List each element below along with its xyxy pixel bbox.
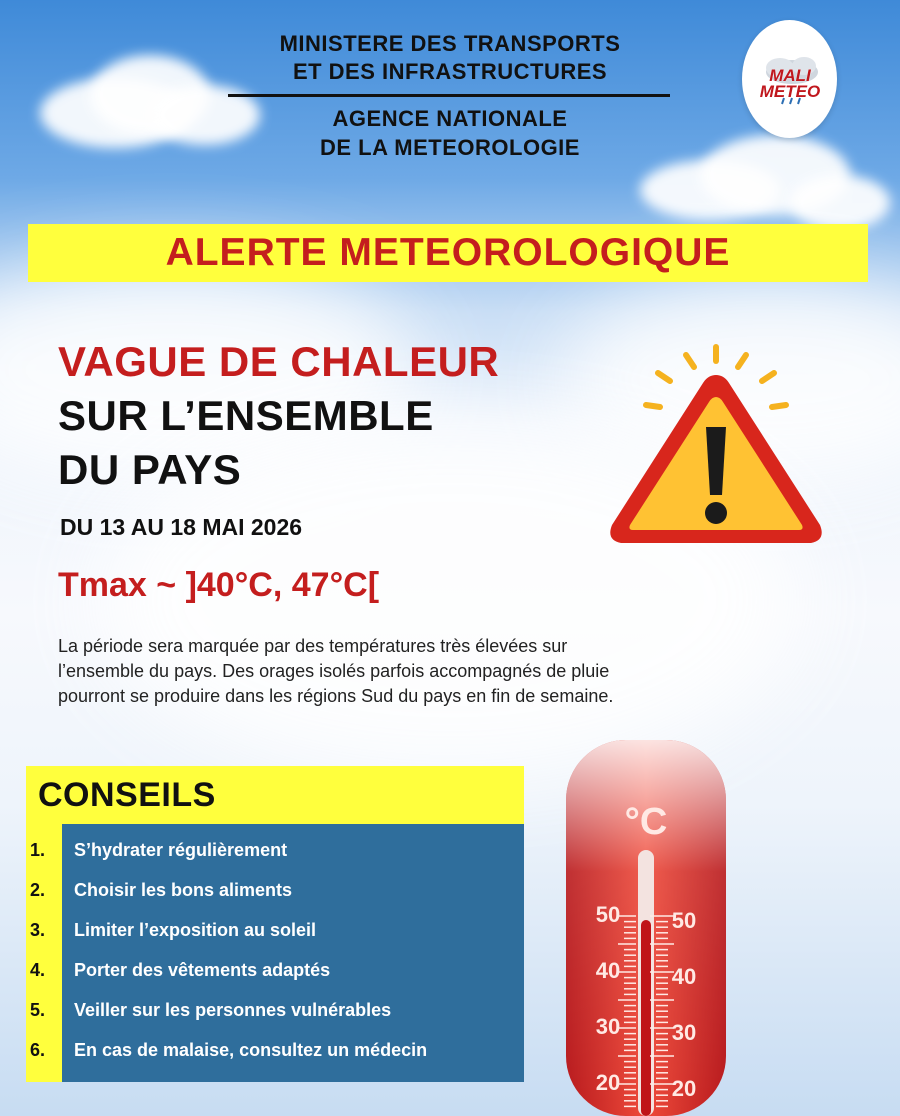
thermo-label-left: 50 xyxy=(595,902,621,927)
tip-number: 4. xyxy=(30,960,46,980)
tmax-range: Tmax ~ ]40°C, 47°C[ xyxy=(58,566,380,604)
alert-description xyxy=(58,634,818,709)
thermo-label-right: 50 xyxy=(671,908,697,933)
header-divider xyxy=(228,94,670,97)
logo-line-2: METEO xyxy=(759,82,821,101)
conseils-header xyxy=(26,766,524,824)
headline-line-2: SUR L’ENSEMBLE xyxy=(58,392,434,439)
thermo-label-left: 30 xyxy=(595,1014,621,1039)
mali-meteo-logo xyxy=(742,20,837,138)
description-line-1: La période sera marquée par des températures très élevées sur xyxy=(58,636,568,656)
alert-title: ALERTE METEOROLOGIQUE xyxy=(165,231,731,274)
thermometer-unit: °C xyxy=(624,801,668,843)
alert-banner xyxy=(28,224,868,282)
thermo-label-left: 40 xyxy=(595,958,621,983)
thermo-label-left: 20 xyxy=(595,1070,621,1095)
headline xyxy=(58,335,499,497)
list-item xyxy=(30,910,560,950)
tip-text: Limiter l’exposition au soleil xyxy=(74,920,317,940)
conseils-list xyxy=(30,824,524,1082)
logo-wordmark xyxy=(748,68,832,100)
ministry-name xyxy=(220,30,680,86)
thermo-label-right: 30 xyxy=(671,1020,697,1045)
thermo-label-right: 20 xyxy=(671,1076,697,1101)
description-line-3: pourront se produire dans les régions Sud du pays en fin de semaine. xyxy=(58,686,614,706)
logo-line-1: MALI xyxy=(769,66,811,85)
list-item xyxy=(30,830,560,870)
conseils-title: CONSEILS xyxy=(38,776,216,814)
tip-text: Porter des vêtements adaptés xyxy=(74,960,331,980)
headline-line-3: DU PAYS xyxy=(58,446,242,493)
tip-number: 5. xyxy=(30,1000,46,1020)
agency-name xyxy=(240,104,660,162)
tip-text: Choisir les bons aliments xyxy=(74,880,293,900)
tip-text: En cas de malaise, consultez un médecin xyxy=(74,1040,428,1060)
agency-line-2: DE LA METEOROLOGIE xyxy=(320,135,580,160)
list-item xyxy=(30,950,560,990)
tip-number: 2. xyxy=(30,880,46,900)
warning-triangle-icon xyxy=(606,335,836,555)
agency-line-1: AGENCE NATIONALE xyxy=(332,106,568,131)
headline-line-1: VAGUE DE CHALEUR xyxy=(58,338,500,385)
list-item xyxy=(30,870,560,910)
thermo-label-right: 40 xyxy=(671,964,697,989)
alert-period: DU 13 AU 18 MAI 2026 xyxy=(60,514,303,540)
thermometer-icon xyxy=(556,740,736,1116)
ministry-line-2: ET DES INFRASTRUCTURES xyxy=(292,59,608,84)
cloud xyxy=(790,175,890,230)
tip-number: 1. xyxy=(30,840,46,860)
ministry-line-1: MINISTERE DES TRANSPORTS xyxy=(279,31,621,56)
list-item xyxy=(30,990,560,1030)
list-item xyxy=(30,1030,560,1070)
tip-text: Veiller sur les personnes vulnérables xyxy=(74,1000,392,1020)
tip-number: 6. xyxy=(30,1040,46,1060)
tip-text: S’hydrater régulièrement xyxy=(74,840,288,860)
description-line-2: l’ensemble du pays. Des orages isolés parfois accompagnés de pluie xyxy=(58,661,610,681)
tip-number: 3. xyxy=(30,920,46,940)
